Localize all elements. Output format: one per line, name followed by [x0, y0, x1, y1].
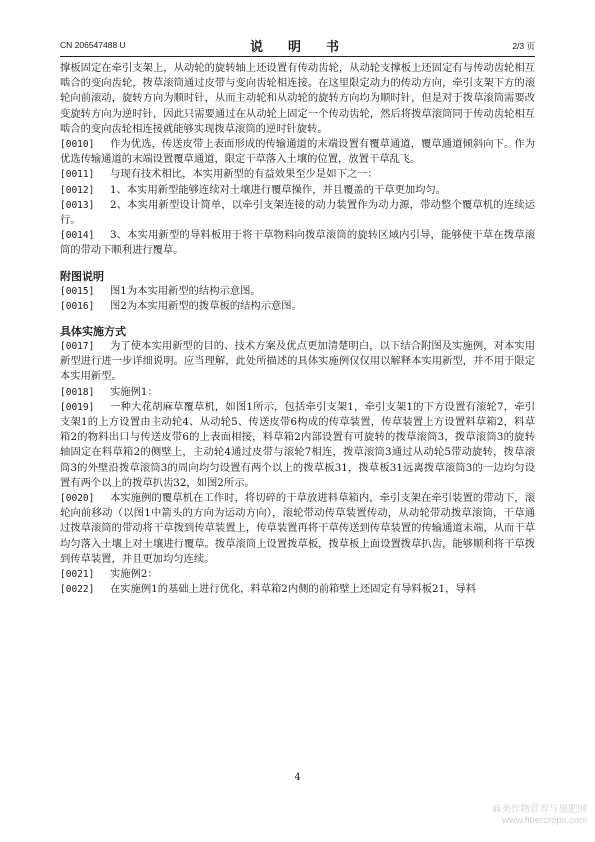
- paragraph-number: [0022]: [60, 584, 95, 596]
- page-info: 2/3 页: [512, 41, 535, 51]
- paragraph-text: 实施例1：: [110, 385, 158, 398]
- paragraph-number: [0015]: [60, 285, 95, 297]
- paragraph-text: 在实施例1的基础上进行优化，料草箱2内侧的前箱壁上还固定有导料板21，导料: [110, 583, 477, 596]
- numbered-paragraph: [60, 299, 535, 314]
- watermark-line1: 麻类作物营养与施肥网: [491, 804, 587, 815]
- numbered-paragraph: [60, 385, 535, 400]
- watermark-line2: www.fibercrops.com: [502, 815, 587, 826]
- document-body: [60, 61, 535, 598]
- paragraph-number: [0010]: [60, 139, 95, 151]
- numbered-paragraph: [60, 400, 535, 491]
- paragraph-number: [0020]: [60, 493, 95, 505]
- paragraph-number: [0013]: [60, 199, 95, 211]
- paragraph-text: 图2为本实用新型的拨草板的结构示意图。: [110, 299, 302, 312]
- page-title: 说 明 书: [249, 40, 345, 55]
- page-header: [60, 36, 535, 56]
- numbered-paragraph: [60, 198, 535, 228]
- paragraph-text: 2、本实用新型设计简单，以牵引支架连接的动力装置作为动力源，带动整个覆草机的连续运行。: [60, 198, 535, 227]
- paragraph-number: [0016]: [60, 300, 95, 312]
- watermark: [492, 804, 587, 826]
- numbered-paragraph: [60, 582, 535, 597]
- patent-number: CN 206547488 U: [60, 40, 126, 50]
- paragraph-number: [0012]: [60, 184, 95, 196]
- paragraph-group-embodiment: [60, 339, 535, 597]
- numbered-paragraph: [60, 284, 535, 299]
- numbered-paragraph: [60, 339, 535, 385]
- section-heading-embodiment: 具体实施方式: [60, 325, 126, 339]
- paragraph-number: [0011]: [60, 169, 95, 181]
- numbered-paragraph: [60, 491, 535, 567]
- paragraph-number: [0021]: [60, 569, 95, 581]
- paragraph-text: 一种大花胡麻草覆草机，如图1所示，包括牵引支架1，牵引支架1的下方设置有滚轮7，牵引支架1的上方设置由主动轮4、从动轮5、传送皮带6构成的传草装置，传草装置上方设置料草箱2，料草箱2的物料出口与传送皮带6的上表面相接，料草箱2内部设置有可旋转的拨草滚筒3，拨草滚筒3的旋转轴固定在料草箱2的侧壁上，主动轮4通过皮带与滚轮7相连，拨草滚筒3通过从动轮5带动旋转，拨草滚筒3的外壁沿拨草滚筒3的周向均匀设置有两个以上的拨草板31，拨草板31远离拨草滚筒3的一边均匀设置有两个以上的拨草扒齿32，如图2所示。: [60, 400, 535, 489]
- continuation-paragraph: 撑板固定在牵引支架上，从动轮的旋转轴上还设置有传动齿轮，从动轮支撑板上还固定有与传动齿轮相互啮合的变向齿轮，拨草滚筒通过皮带与变向齿轮相连接。在这里限定动力的传动方向，牵引支架下方的滚轮向前滚动，旋转方向为顺时针，从而主动轮和从动轮的旋转方向均为顺时针，但是对于拨草滚筒需要改变旋转方向为逆时针，因此只需要通过在从动轮上固定一个传动齿轮，然后将拨草滚筒同于传动齿轮相互啮合的变向齿轮相连接就能够实现拨草滚筒的逆时针旋转。: [60, 62, 535, 135]
- paragraph-text: 本实施例的覆草机在工作时，将切碎的干草放进料草箱内，牵引支架在牵引装置的带动下，滚轮向前移动（以图1中箭头的方向为运动方向），滚轮带动传草装置传动，从动轮带动拨草滚筒，干草通过拨草滚筒的带动将干草拨到传草装置上，传草装置再将干草传送到传草装置的传输通道末端，从而干草均匀落入土壤上对土壤进行覆草。拨草滚筒上设置拨草板，拨草板上面设置拨草扒齿，能够顺利将干草拨到传草装置，并且更加均匀连续。: [60, 492, 535, 565]
- paragraph-text: 实施例2：: [110, 568, 158, 581]
- numbered-paragraph: [60, 137, 535, 167]
- paragraph-text: 3、本实用新型的导料板用于将干草物料向拨草滚筒的旋转区域内引导，能够使干草在拨草滚筒的带动下顺利进行覆草。: [60, 229, 535, 257]
- paragraph-number: [0017]: [60, 341, 95, 353]
- section-heading-figures: 附图说明: [60, 269, 104, 283]
- page-number: 4: [294, 772, 301, 783]
- paragraph-group-figures: [60, 284, 535, 314]
- paragraph-text: 与现有技术相比，本实用新型的有益效果至少是如下之一：: [110, 168, 378, 181]
- paragraph-number: [0014]: [60, 230, 95, 242]
- paragraph-number: [0019]: [60, 401, 95, 413]
- paragraph-group-effects: [60, 137, 535, 259]
- paragraph-text: 作为优选，传送皮带上表面形成的传输通道的末端设置有覆草通道，覆草通道倾斜向下。作为优选传输通道的末端设置覆草通道，限定干草落入土壤的位置，放置干草乱飞。: [60, 138, 535, 166]
- numbered-paragraph: [60, 183, 535, 198]
- header-divider: [60, 56, 535, 57]
- numbered-paragraph: [60, 567, 535, 582]
- paragraph-number: [0018]: [60, 386, 95, 398]
- numbered-paragraph: [60, 228, 535, 258]
- numbered-paragraph: [60, 167, 535, 182]
- paragraph-text: 为了使本实用新型的目的、技术方案及优点更加清楚明白，以下结合附图及实施例，对本实用新型进行进一步详细说明。应当理解，此处所描述的具体实施例仅仅用以解释本实用新型，并不用于限定本实用新型。: [60, 340, 535, 383]
- paragraph-text: 图1为本实用新型的结构示意图。: [110, 284, 261, 297]
- paragraph-text: 1、本实用新型能够连续对土壤进行覆草操作，并且覆盖的干草更加均匀。: [110, 183, 447, 196]
